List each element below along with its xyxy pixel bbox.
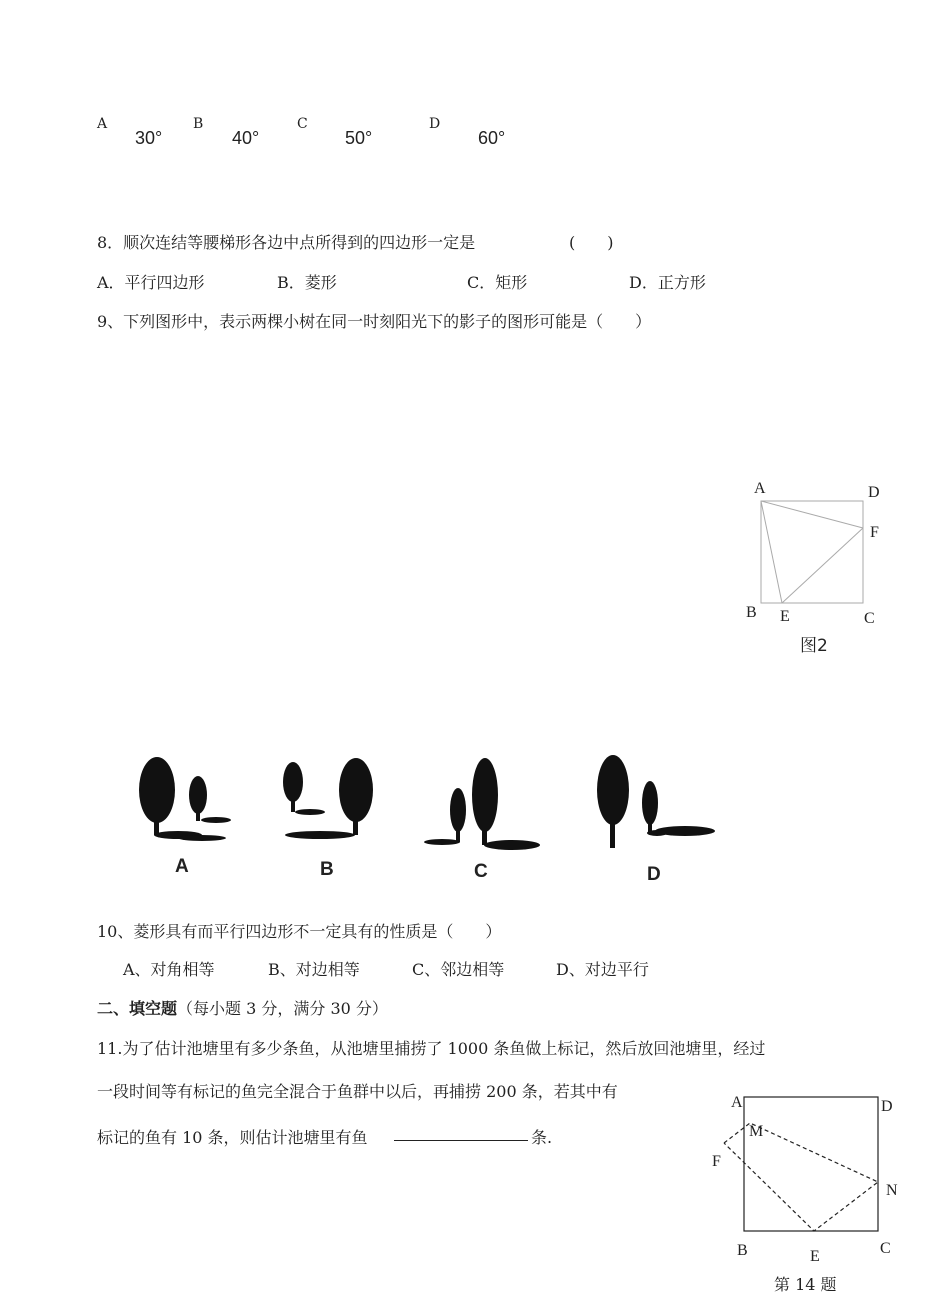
q11-line-3-post: 条. xyxy=(531,1128,553,1147)
section-2-title: 二、填空题 xyxy=(97,999,178,1018)
q7-option-a-value: 30° xyxy=(135,128,163,148)
fig14-label-m: M xyxy=(749,1123,764,1140)
q11-line-3-pre: 标记的鱼有 10 条，则估计池塘里有鱼 xyxy=(97,1128,368,1147)
q7-option-b-letter: B xyxy=(193,116,204,132)
fig2-label-d: D xyxy=(868,484,880,501)
fig2-label-b: B xyxy=(746,604,757,621)
tree-label-a: A xyxy=(175,856,189,877)
q7-option-c-letter: C xyxy=(297,116,308,132)
q7-option-a-letter: A xyxy=(97,116,108,132)
q11-line-1: 11.为了估计池塘里有多少条鱼，从池塘里捕捞了 1000 条鱼做上标记，然后放回池塘里，经过 xyxy=(97,1039,766,1058)
tree-option-b xyxy=(283,758,373,839)
q8-stem: 8．顺次连结等腰梯形各边中点所得到的四边形一定是 xyxy=(97,233,476,252)
q8-option-d: D．正方形 xyxy=(629,273,706,292)
q11-answer-blank xyxy=(394,1140,528,1141)
fig2-label-c: C xyxy=(864,610,875,627)
q9-stem: 9、下列图形中，表示两棵小树在同一时刻阳光下的影子的图形可能是（ ） xyxy=(97,312,652,331)
fig2-label-f: F xyxy=(870,524,879,541)
q7-option-c-value: 50° xyxy=(345,128,373,148)
fig14-label-c: C xyxy=(880,1240,891,1257)
tree-label-d: D xyxy=(647,864,661,885)
tree-label-c: C xyxy=(474,861,488,882)
tree-option-d xyxy=(597,755,715,848)
fig14-label-d: D xyxy=(881,1098,893,1115)
fig14-label-a: A xyxy=(731,1094,743,1111)
q8-answer-blank: ( ) xyxy=(569,233,614,252)
tree-option-c xyxy=(424,758,540,850)
q11-line-2: 一段时间等有标记的鱼完全混合于鱼群中以后，再捕捞 200 条，若其中有 xyxy=(97,1082,618,1101)
fig14-label-b: B xyxy=(737,1242,748,1259)
q10-option-a: A、对角相等 xyxy=(123,960,215,979)
q10-option-c: C、邻边相等 xyxy=(412,960,505,979)
tree-shadow-figures xyxy=(130,745,730,885)
fig14-label-n: N xyxy=(886,1182,898,1199)
q8-option-c: C．矩形 xyxy=(467,273,528,292)
tree-label-b: B xyxy=(320,859,334,880)
q7-option-d-letter: D xyxy=(429,116,441,132)
section-2-note: （每小题 3 分，满分 30 分） xyxy=(177,999,388,1018)
q10-option-d: D、对边平行 xyxy=(556,960,649,979)
q10-stem: 10、菱形具有而平行四边形不一定具有的性质是（ ） xyxy=(97,922,502,941)
fig14-label-e: E xyxy=(810,1248,820,1265)
q7-option-b-value: 40° xyxy=(232,128,260,148)
fig2-caption: 图2 xyxy=(800,636,828,656)
fig2-label-e: E xyxy=(780,608,790,625)
fig2-label-a: A xyxy=(754,480,766,497)
fig14-label-f: F xyxy=(712,1153,721,1170)
tree-option-a xyxy=(139,757,231,841)
q8-option-a: A．平行四边形 xyxy=(97,273,205,292)
fig14-caption: 第 14 题 xyxy=(774,1275,837,1294)
q7-option-d-value: 60° xyxy=(478,128,506,148)
q8-option-b: B．菱形 xyxy=(277,273,337,292)
q10-option-b: B、对边相等 xyxy=(268,960,360,979)
